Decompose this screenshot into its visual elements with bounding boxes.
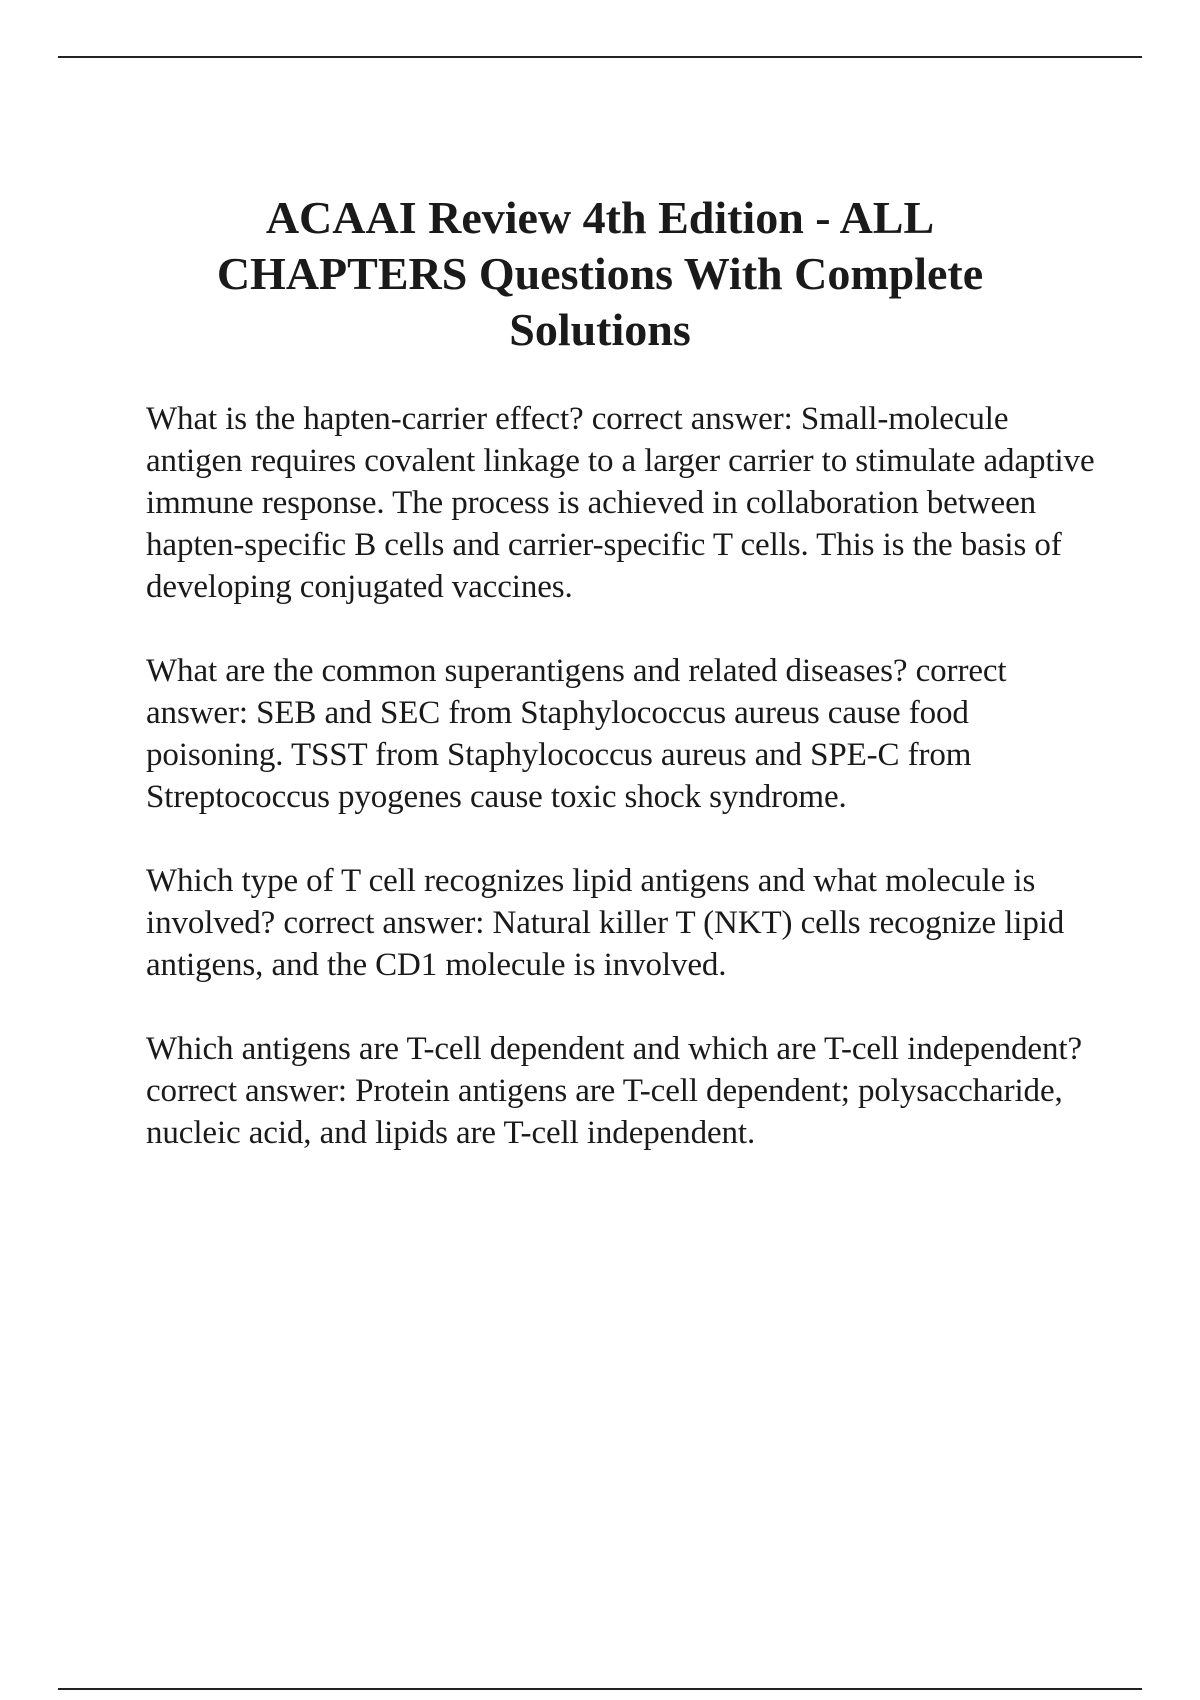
document-title: ACAAI Review 4th Edition - ALL CHAPTERS Questions With Complete Solutions — [216, 192, 984, 355]
header-rule — [58, 56, 1142, 58]
answer-text: Protein antigens are T-cell dependent; polysaccharide, nucleic acid, and lipids are T-cell independent. — [146, 1073, 1063, 1151]
qa-item — [146, 398, 1096, 608]
qa-item — [146, 650, 1096, 818]
question-text: Which antigens are T-cell dependent and which are T-cell independent? — [146, 1031, 1082, 1067]
qa-item — [146, 860, 1096, 986]
answer-text: Natural killer T (NKT) cells recognize lipid antigens, and the CD1 molecule is involved. — [146, 905, 1065, 983]
answer-marker: correct answer: — [283, 905, 485, 941]
answer-marker: correct answer: — [591, 401, 793, 437]
question-text: What are the common superantigens and related diseases? — [146, 653, 908, 689]
qa-list — [146, 398, 1096, 1196]
question-text: Which type of T cell recognizes lipid antigens and what molecule is involved? — [146, 863, 1036, 941]
footer-rule — [58, 1688, 1142, 1690]
answer-marker: correct answer: — [146, 1073, 347, 1109]
qa-item — [146, 1028, 1096, 1154]
answer-marker: correct answer: — [146, 653, 1007, 731]
answer-text: Small-molecule antigen requires covalent linkage to a larger carrier to stimulate adaptive immune response. The process is achieved in collaboration between hapten-specific B cells and carrier-specific T cells. This is the basis of developing conjugated vaccines. — [146, 401, 1095, 605]
question-text: What is the hapten-carrier effect? — [146, 401, 584, 437]
answer-text: SEB and SEC from Staphylococcus aureus cause food poisoning. TSST from Staphylococcus aureus and SPE-C from Streptococcus pyogenes cause toxic shock syndrome. — [146, 695, 972, 815]
